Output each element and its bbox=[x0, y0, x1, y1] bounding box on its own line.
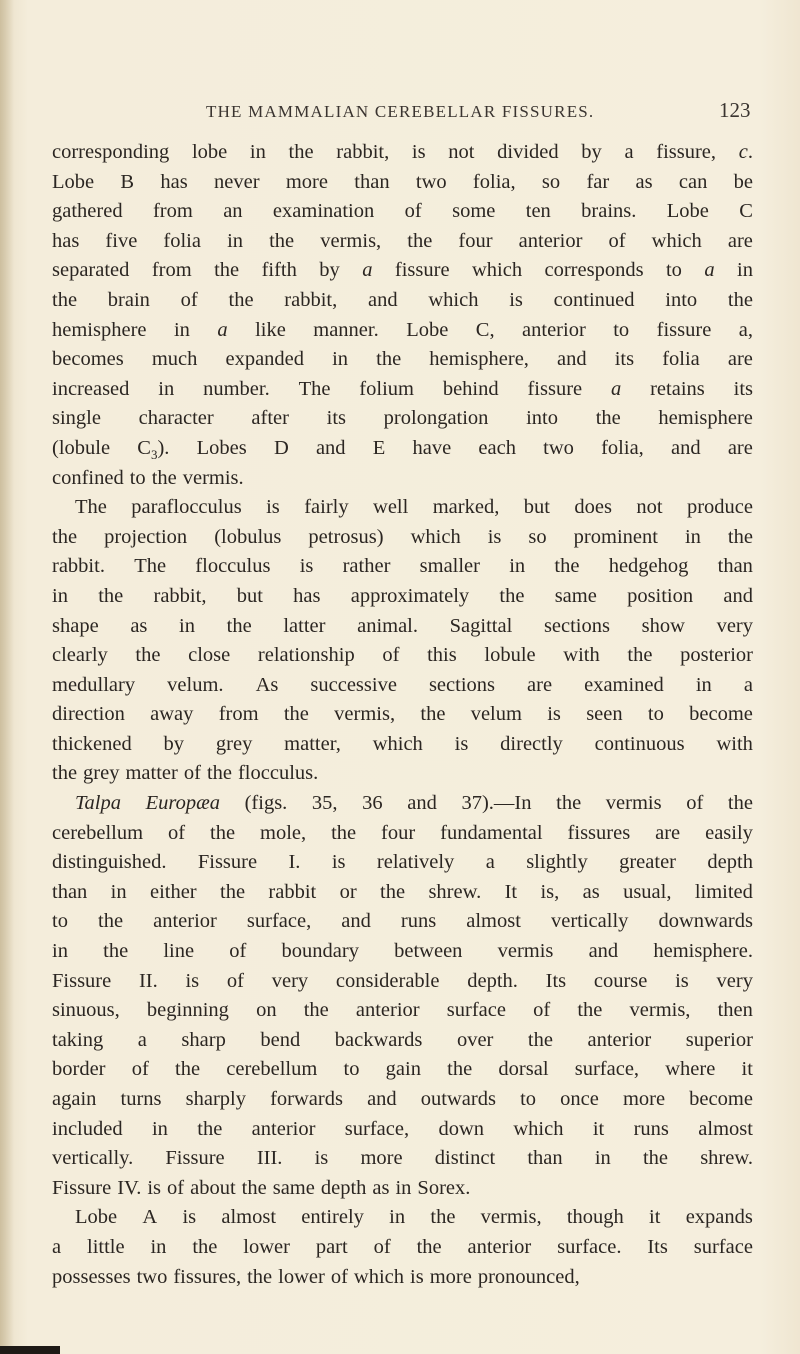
text-line: rabbit. The flocculus is rather smaller in the hedgehog than bbox=[52, 555, 753, 578]
text-line: to the anterior surface, and runs almost vertically downwards bbox=[52, 910, 753, 933]
page-number: 123 bbox=[719, 98, 751, 122]
text-line: cerebellum of the mole, the four fundamental fissures are easily bbox=[52, 821, 753, 844]
text-line: Fissure II. is of very considerable depth. Its course is very bbox=[52, 969, 753, 992]
text-line: The paraflocculus is fairly well marked, but does not produce bbox=[75, 496, 753, 519]
text-line: included in the anterior surface, down which it runs almost bbox=[52, 1117, 753, 1140]
text-line: becomes much expanded in the hemisphere, and its folia are bbox=[52, 348, 753, 371]
text-line: Fissure IV. is of about the same depth as in Sorex. bbox=[52, 1176, 471, 1199]
text-line: Lobe B has never more than two folia, so far as can be bbox=[52, 170, 753, 193]
text-line: in the rabbit, but has approximately the same position and bbox=[52, 584, 753, 607]
text-line: gathered from an examination of some ten brains. Lobe C bbox=[52, 200, 753, 223]
text-line: Lobe A is almost entirely in the vermis, though it expands bbox=[75, 1206, 753, 1229]
text-line: distinguished. Fissure I. is relatively a slightly greater depth bbox=[52, 851, 753, 874]
text-line: possesses two fissures, the lower of which is more pronounced, bbox=[52, 1265, 580, 1288]
running-head bbox=[0, 84, 800, 124]
paragraph bbox=[52, 138, 753, 493]
text-line: sinuous, beginning on the anterior surface of the vermis, then bbox=[52, 999, 753, 1022]
text-line: thickened by grey matter, which is directly continuous with bbox=[52, 732, 753, 755]
paragraph bbox=[52, 1203, 753, 1292]
text-line: direction away from the vermis, the velum is seen to become bbox=[52, 703, 753, 726]
text-line: the projection (lobulus petrosus) which is so prominent in the bbox=[52, 525, 753, 548]
running-title: THE MAMMALIAN CEREBELLAR FISSURES. bbox=[206, 102, 595, 121]
text-line: single character after its prolongation into the hemisphere bbox=[52, 407, 753, 430]
text-line: hemisphere in a like manner. Lobe C, anterior to fissure a, bbox=[52, 318, 753, 341]
paragraph bbox=[52, 789, 753, 1203]
text-line: has five folia in the vermis, the four anterior of which are bbox=[52, 229, 753, 252]
text-line: the grey matter of the flocculus. bbox=[52, 762, 319, 785]
text-line: border of the cerebellum to gain the dorsal surface, where it bbox=[52, 1058, 753, 1081]
gutter-shadow bbox=[0, 0, 14, 1354]
body-text bbox=[52, 138, 753, 1292]
text-line: a little in the lower part of the anterior surface. Its surface bbox=[52, 1235, 753, 1258]
text-line: vertically. Fissure III. is more distinct than in the shrew. bbox=[52, 1147, 753, 1170]
paragraph bbox=[52, 493, 753, 789]
text-line: than in either the rabbit or the shrew. It is, as usual, limited bbox=[52, 880, 753, 903]
text-line: again turns sharply forwards and outwards to once more become bbox=[52, 1088, 753, 1110]
text-line: medullary velum. As successive sections are examined in a bbox=[52, 673, 753, 696]
text-line: the brain of the rabbit, and which is continued into the bbox=[52, 288, 753, 311]
text-line: (lobule $C_3$). Lobes D and E have each two folia, and are bbox=[52, 436, 753, 463]
text-line: Talpa Europæa (figs. 35, 36 and 37).—In the vermis of the bbox=[75, 792, 753, 815]
page-bottom-edge bbox=[0, 1346, 60, 1354]
text-line: corresponding lobe in the rabbit, is not divided by a fissure, c. bbox=[52, 141, 753, 163]
text-line: confined to the vermis. bbox=[52, 466, 244, 489]
text-line: in the line of boundary between vermis and hemisphere. bbox=[52, 940, 753, 963]
text-line: clearly the close relationship of this lobule with the posterior bbox=[52, 644, 753, 667]
text-line: taking a sharp bend backwards over the anterior superior bbox=[52, 1028, 753, 1051]
text-line: separated from the fifth by a fissure which corresponds to a in bbox=[52, 259, 753, 282]
text-line: shape as in the latter animal. Sagittal sections show very bbox=[52, 614, 753, 637]
text-line: increased in number. The folium behind fissure a retains its bbox=[52, 377, 753, 400]
